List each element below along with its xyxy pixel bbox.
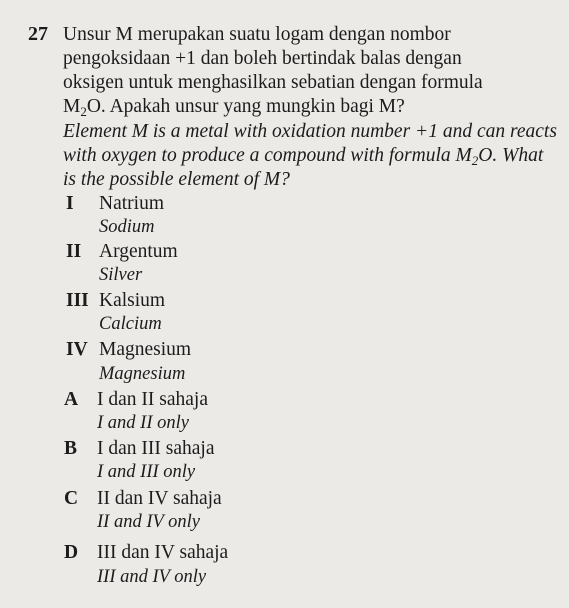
answer-malay[interactable]: I dan II sahaja [97,389,208,410]
question-malay-line-2: pengoksidaan +1 dan boleh bertindak balas dengan [63,48,462,69]
question-malay-line-4: $M_2O$. Apakah unsur yang mungkin bagi M? [63,96,405,119]
option-malay: Natrium [99,193,164,214]
option-malay: Magnesium [99,339,192,360]
answer-malay[interactable]: II dan IV sahaja [97,488,222,509]
answer-malay[interactable]: I dan III sahaja [97,438,215,459]
question-english-line-3: is the possible element of M? [63,169,290,190]
option-english: Calcium [99,314,162,334]
answer-letter[interactable]: C [64,488,79,509]
option-numeral: II [66,241,82,262]
answer-letter[interactable]: B [64,438,78,459]
option-english: Magnesium [99,364,186,384]
answer-letter[interactable]: D [64,542,79,563]
option-numeral: I [66,193,74,214]
option-english: Silver [99,265,143,285]
option-numeral: IV [66,339,88,360]
question-number: 27 [28,23,48,45]
answer-english[interactable]: I and III only [97,462,196,482]
answer-letter[interactable]: A [64,389,79,410]
option-english: Sodium [99,217,155,237]
answer-english[interactable]: I and II only [97,413,189,433]
answer-english[interactable]: II and IV only [97,512,200,532]
answer-english[interactable]: III and IV only [97,567,207,587]
option-malay: Argentum [99,241,178,262]
option-malay: Kalsium [99,290,166,311]
answer-malay[interactable]: III dan IV sahaja [97,542,229,563]
question-english-line-2: with oxygen to produce a compound with formula $M_2O$. What [63,145,544,168]
option-numeral: III [66,290,89,311]
question-malay-line-1: Unsur M merupakan suatu logam dengan nombor [63,24,451,45]
question-malay-line-3: oksigen untuk menghasilkan sebatian dengan formula [63,72,483,93]
question-english-line-1: Element M is a metal with oxidation number +1 and can reacts [63,121,557,142]
